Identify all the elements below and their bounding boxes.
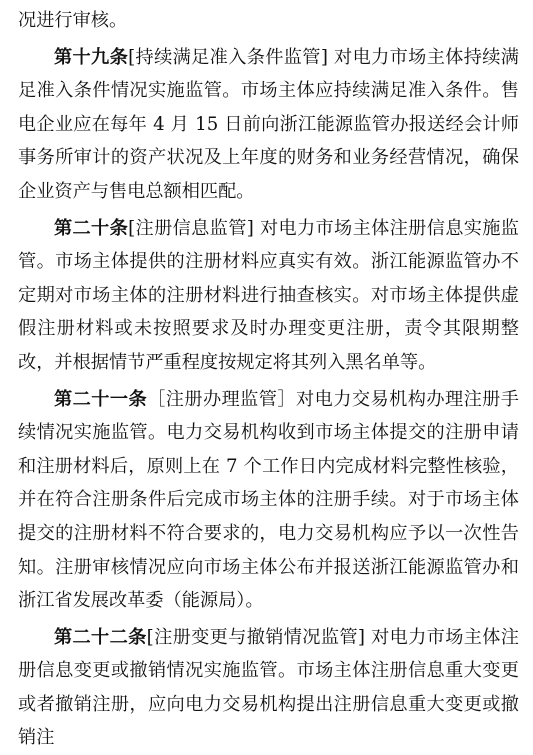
article-number: 第十九条 [54,46,129,68]
article-19 [18,41,519,209]
article-text: [持续满足准入条件监管] 对电力市场主体持续满足准入条件情况实施监管。市场主体应持续满足准入条件。售电企业应在每年 4 月 15 日前向浙江能源监管办报送经会计师事务所审计的资产状况及上年度的财务和业务经营情况，确保企业资产与售电总额相匹配。 [18,46,519,202]
article-text: [注册信息监管] 对电力市场主体注册信息实施监管。市场主体提供的注册材料应真实有效。浙江能源监管办不定期对市场主体的注册材料进行抽查核实。对市场主体提供虚假注册材料或未按照要求及时办理变更注册，责令其限期整改，并根据情节严重程度按规定将其列入黑名单等。 [18,217,519,373]
article-text: ［注册办理监管］对电力交易机构办理注册手续情况实施监管。电力交易机构收到市场主体提交的注册申请和注册材料后，原则上在 7 个工作日内完成材料完整性核验，并在符合注册条件后完成市场主体的注册手续。对于市场主体提交的注册材料不符合要求的，电力交易机构应予以一次性告知。注册审核情况应向市场主体公布并报送浙江能源监管办和浙江省发展改革委（能源局）。 [18,388,519,612]
article-number: 第二十一条 [54,388,148,410]
article-20 [18,212,519,380]
paragraph-text: 况进行审核。 [18,10,128,31]
paragraph-continuation [18,4,519,38]
article-number: 第二十二条 [54,626,147,648]
article-text: [注册变更与撤销情况监管] 对电力市场主体注册信息变更或撤销情况实施监管。市场主体注册信息重大变更或者撤销注册，应向电力交易机构提出注册信息重大变更或撤销注 [18,626,519,749]
article-22 [18,621,519,755]
article-number: 第二十条 [54,217,129,239]
article-21 [18,383,519,618]
